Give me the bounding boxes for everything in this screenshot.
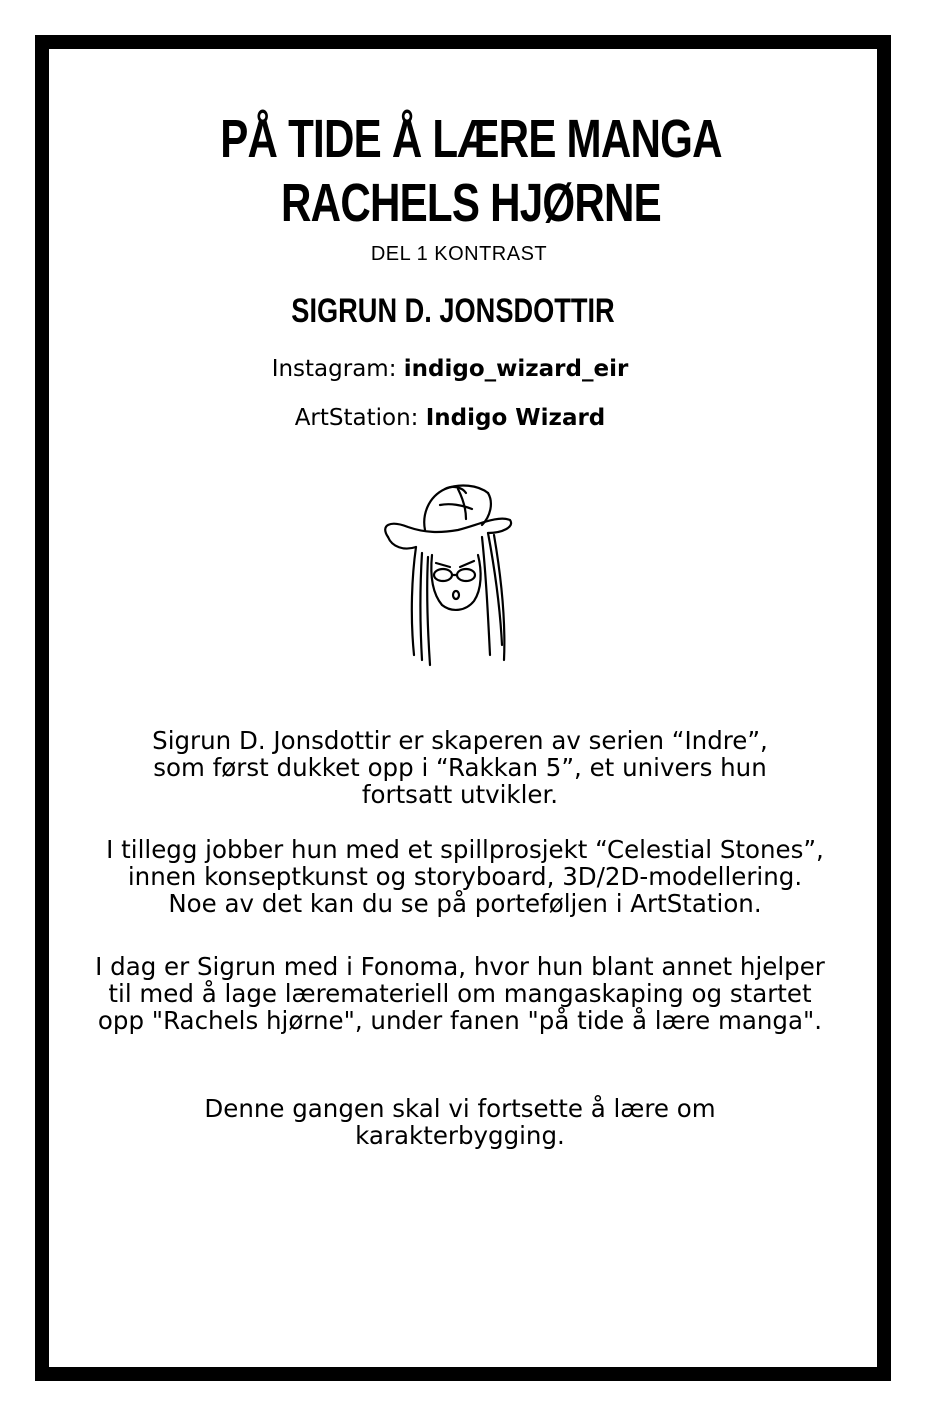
text-line: karakterbygging. xyxy=(355,1121,565,1150)
artstation-line xyxy=(0,405,900,431)
text-line: til med å lage læremateriell om mangaskaping og startet xyxy=(108,979,812,1008)
author-name: SIGRUN D. JONSDOTTIR xyxy=(291,292,615,330)
artstation-label: ArtStation: xyxy=(294,405,426,431)
text-line: I tillegg jobber hun med et spillprosjekt “Celestial Stones”, xyxy=(106,835,824,864)
text-line: Denne gangen skal vi fortsette å lære om xyxy=(204,1094,716,1123)
bio-paragraph-1 xyxy=(50,727,870,808)
page-border-frame xyxy=(35,35,891,1381)
text-line: Sigrun D. Jonsdottir er skaperen av serien “Indre”, xyxy=(152,726,768,755)
bio-paragraph-3 xyxy=(50,953,870,1034)
instagram-handle: indigo_wizard_eir xyxy=(403,356,629,382)
bio-paragraph-2 xyxy=(55,836,875,917)
closing-paragraph xyxy=(50,1095,870,1149)
text-line: opp "Rachels hjørne", under fanen "på tide å lære manga". xyxy=(97,1006,823,1035)
page-title-line-2: RACHELS HJØRNE xyxy=(281,173,661,233)
part-subtitle: DEL 1 KONTRAST xyxy=(370,243,548,265)
text-line: innen konseptkunst og storyboard, 3D/2D-modellering. xyxy=(127,862,803,891)
instagram-label: Instagram: xyxy=(271,356,404,382)
instagram-line xyxy=(0,356,900,382)
artstation-handle: Indigo Wizard xyxy=(425,405,606,431)
author-portrait-sketch-icon xyxy=(370,475,520,670)
page-title-line-1: PÅ TIDE Å LÆRE MANGA xyxy=(220,109,722,169)
text-line: I dag er Sigrun med i Fonoma, hvor hun blant annet hjelper xyxy=(95,952,825,981)
text-line: som først dukket opp i “Rakkan 5”, et univers hun xyxy=(153,753,767,782)
text-line: fortsatt utvikler. xyxy=(361,780,559,809)
text-line: Noe av det kan du se på porteføljen i ArtStation. xyxy=(168,889,762,918)
